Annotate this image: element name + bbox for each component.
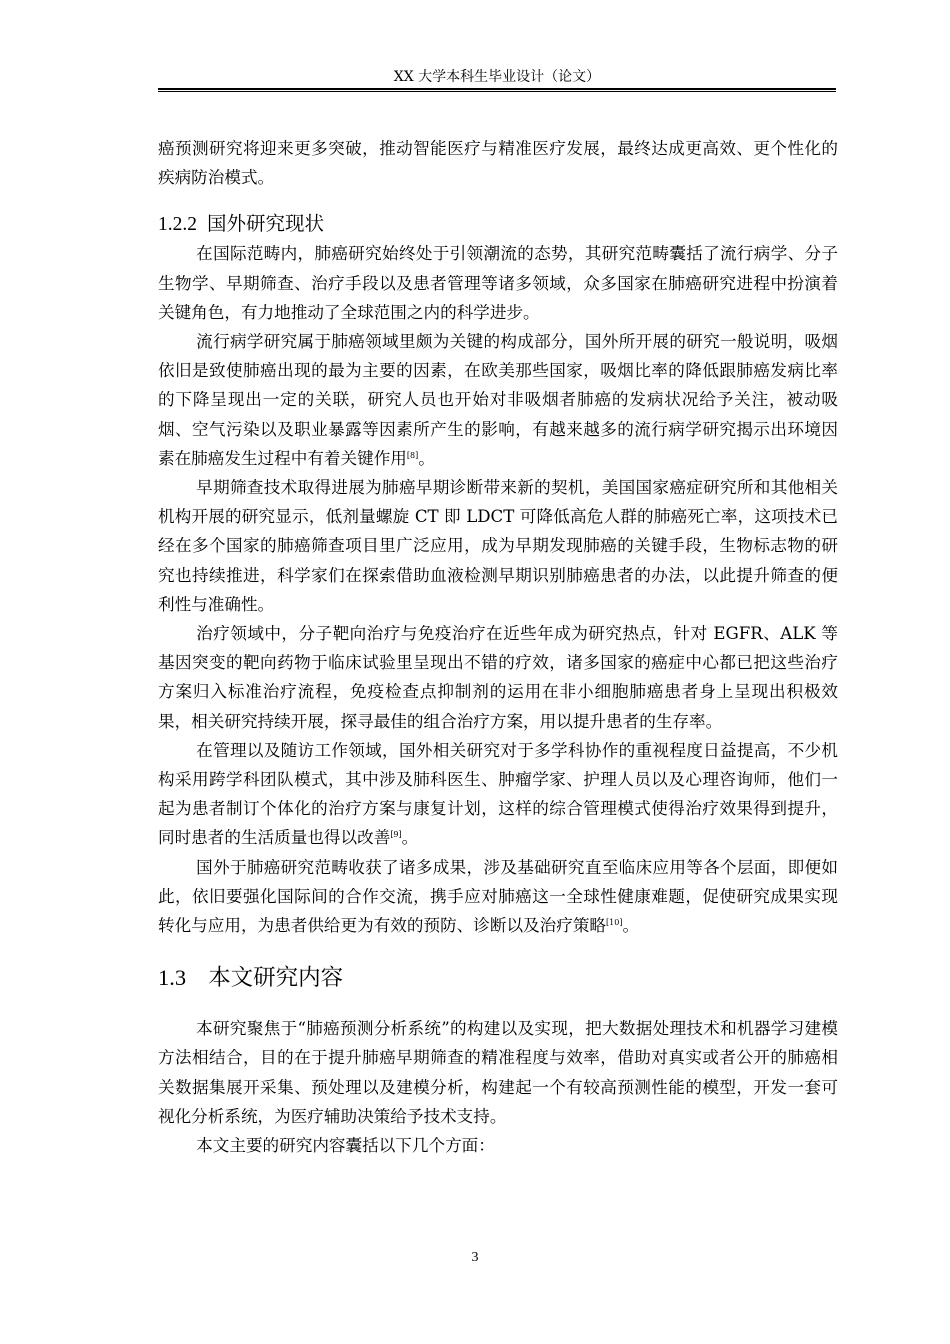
paragraph: 在国际范畴内，肺癌研究始终处于引领潮流的态势，其研究范畴囊括了流行病学、分子生物学、早期筛查、治疗手段以及患者管理等诸多领域，众多国家在肺癌研究进程中扮演着关键角色，有力地推动了全球范围之内的科学进步。 bbox=[158, 244, 838, 322]
body-content bbox=[158, 134, 838, 1160]
paragraph bbox=[158, 853, 838, 941]
paragraph-end: 。 bbox=[418, 448, 435, 468]
paragraph bbox=[158, 736, 838, 853]
header-rule bbox=[158, 88, 836, 92]
citation: [8] bbox=[406, 450, 419, 460]
page-number: 3 bbox=[471, 1250, 479, 1265]
paragraph: 早期筛查技术取得进展为肺癌早期诊断带来新的契机，美国国家癌症研究所和其他相关机构开展的研究显示，低剂量螺旋 CT 即 LDCT 可降低高危人群的肺癌死亡率，这项技术已经在多个国家的肺癌筛查项目里广泛应用，成为早期发现肺癌的关键手段，生物标志物的研究也持续推进，科学家们在探索借助血液检测早期识别肺癌患者的办法，以此提升筛查的便利性与准确性。 bbox=[158, 478, 838, 614]
paragraph: 治疗领域中，分子靶向治疗与免疫治疗在近些年成为研究热点，针对 EGFR、ALK 等基因突变的靶向药物于临床试验里呈现出不错的疗效，诸多国家的癌症中心都已把这些治疗方案归入标准治疗流程，免疫检查点抑制剂的运用在非小细胞肺癌患者身上呈现出积极效果，相关研究持续开展，探寻最佳的组合治疗方案，用以提升患者的生存率。 bbox=[158, 624, 838, 731]
paragraph: 本文主要的研究内容囊括以下几个方面： bbox=[196, 1136, 495, 1156]
section-number: 1.3 bbox=[158, 965, 187, 991]
citation: [9] bbox=[390, 830, 402, 840]
paragraph-text: 国外于肺癌研究范畴收获了诸多成果，涉及基础研究直至临床应用等各个层面，即便如此，依旧要强化国际间的合作交流，携手应对肺癌这一全球性健康难题，促使研究成果实现转化与应用，为患者供给更为有效的预防、诊断以及治疗策略 bbox=[158, 857, 838, 936]
paragraph-text: 流行病学研究属于肺癌领域里颇为关键的构成部分，国外所开展的研究一般说明，吸烟依旧是致使肺癌出现的最为主要的因素，在欧美那些国家，吸烟比率的降低跟肺癌发病比率的下降呈现出一定的关联，研究人员也开始对非吸烟者肺癌的发病状况给予关注，被动吸烟、空气污染以及职业暴露等因素所产生的影响，有越来越多的流行病学研究揭示出环境因素在肺癌发生过程中有着关键作用 bbox=[158, 332, 838, 468]
paragraph bbox=[158, 327, 838, 473]
continued-paragraph: 癌预测研究将迎来更多突破，推动智能医疗与精准医疗发展，最终达成更高效、更个性化的疾病防治模式。 bbox=[158, 139, 838, 188]
running-header: XX 大学本科生毕业设计（论文） bbox=[393, 69, 601, 85]
paragraph-end: 。 bbox=[401, 828, 419, 848]
section-heading-1-3 bbox=[158, 962, 838, 994]
paragraph-end: 。 bbox=[622, 916, 640, 936]
section-number: 1.2.2 bbox=[158, 214, 197, 236]
paragraph-text: 在管理以及随访工作领域，国外相关研究对于多学科协作的重视程度日益提高，不少机构采用跨学科团队模式，其中涉及肺科医生、肿瘤学家、护理人员以及心理咨询师，他们一起为患者制订个体化的治疗方案与康复计划，这样的综合管理模式使得治疗效果得到提升，同时患者的生活质量也得以改善 bbox=[158, 740, 838, 848]
citation: [10] bbox=[606, 918, 623, 928]
section-title: 国外研究现状 bbox=[207, 212, 325, 236]
section-title: 本文研究内容 bbox=[208, 965, 344, 992]
section-heading-1-2-2 bbox=[158, 210, 838, 239]
paragraph: 本研究聚焦于“肺癌预测分析系统”的构建以及实现，把大数据处理技术和机器学习建模方法相结合，目的在于提升肺癌早期筛查的精准程度与效率，借助对真实或者公开的肺癌相关数据集展开采集、预处理以及建模分析，构建起一个有较高预测性能的模型，开发一套可视化分析系统，为医疗辅助决策给予技术支持。 bbox=[158, 1019, 838, 1126]
